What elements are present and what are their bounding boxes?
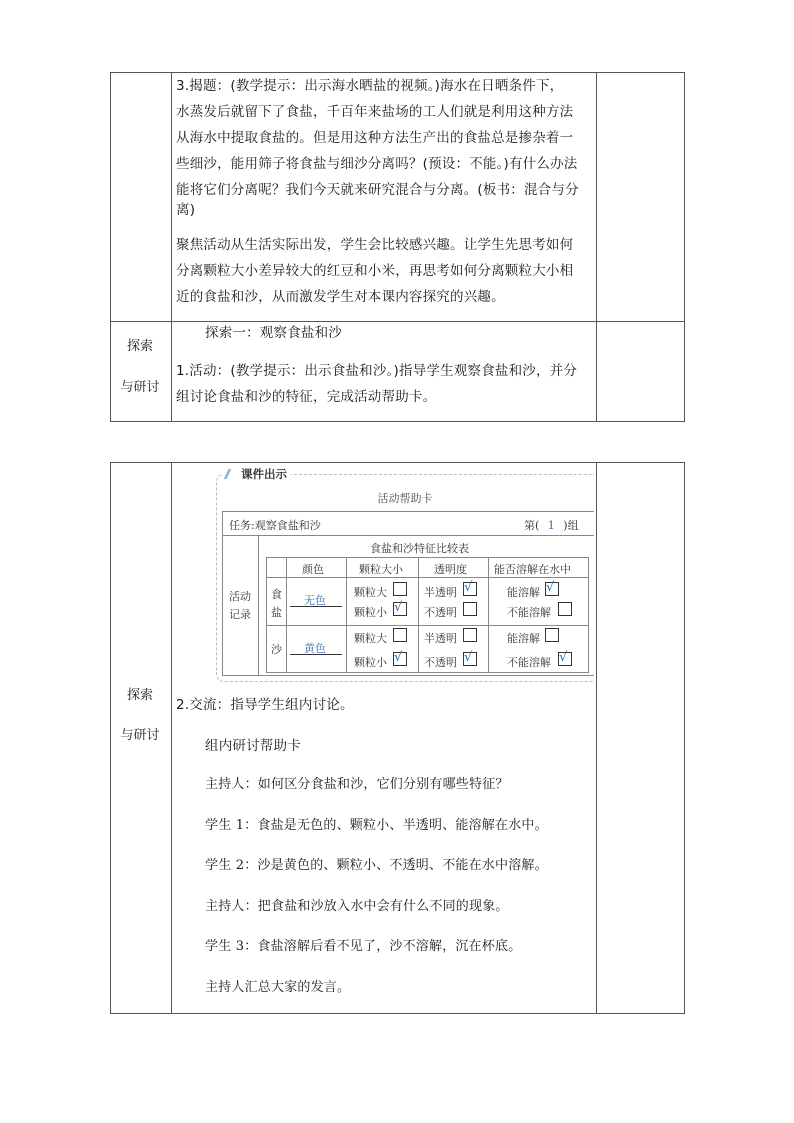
exchange-line: 2.交流：指导学生组内讨论。	[176, 697, 354, 713]
answer-underline	[290, 654, 342, 655]
checkbox-salt-small	[393, 602, 407, 616]
check-icon: √	[394, 650, 403, 665]
focus-paragraph-line: 聚焦活动从生活实际出发，学生会比较感兴趣。让学生先思考如何	[176, 237, 574, 253]
grid-line	[488, 557, 489, 673]
card-title: 活动帮助卡	[377, 492, 433, 505]
tag-slash-icon	[224, 469, 242, 479]
checkbox-sand-can	[545, 628, 559, 642]
intro-paragraph-line: 离)	[176, 202, 196, 218]
column-divider	[596, 463, 597, 1013]
answer-underline	[290, 606, 342, 607]
checkbox-salt-semi	[463, 582, 477, 596]
row-label-discuss: 与研讨	[120, 380, 160, 395]
check-icon: √	[464, 580, 473, 595]
checkbox-sand-semi	[463, 628, 477, 642]
compare-table-title: 食盐和沙特征比较表	[370, 542, 469, 555]
side-label: 记录	[229, 608, 251, 621]
checkbox-salt-can	[545, 582, 559, 596]
intro-paragraph-line: 能将它们分离呢？我们今天就来研究混合与分离。(板书：混合与分	[176, 182, 579, 198]
discussion-line: 主持人汇总大家的发言。	[205, 980, 351, 995]
col-header-transparency: 透明度	[434, 563, 467, 576]
activity-line: 1.活动：(教学提示：出示食盐和沙。)指导学生观察食盐和沙，并分	[176, 363, 578, 379]
col-header-color: 颜色	[302, 563, 324, 576]
grid-line	[418, 557, 419, 673]
row-divider	[111, 321, 684, 322]
activity-line: 组讨论食盐和沙的特征，完成活动帮助卡。	[176, 389, 437, 405]
column-divider	[171, 73, 172, 421]
salt-size-big: 颗粒大	[354, 586, 387, 599]
salt-dissolve-can: 能溶解	[507, 586, 540, 599]
grid-line	[266, 625, 589, 626]
checkbox-salt-opaque	[463, 602, 477, 616]
group-number: 第( 1 )组	[524, 519, 579, 532]
focus-paragraph-line: 分离颗粒大小差异较大的红豆和小米，再思考如何分离颗粒大小相	[176, 263, 574, 279]
discussion-line: 主持人：把食盐和沙放入水中会有什么不同的现象。	[205, 899, 509, 914]
discussion-card-title: 组内研讨帮助卡	[205, 738, 301, 754]
column-divider	[171, 463, 172, 1013]
side-label: 活动	[229, 590, 251, 603]
salt-trans-opaque: 不透明	[424, 606, 457, 619]
sand-size-small: 颗粒小	[354, 656, 387, 669]
intro-paragraph-line: 从海水中提取食盐的。但是用这种方法生产出的食盐总是掺杂着一	[176, 130, 574, 146]
salt-size-small: 颗粒小	[354, 606, 387, 619]
sand-trans-opaque: 不透明	[424, 656, 457, 669]
col-header-dissolve: 能否溶解在水中	[494, 563, 571, 576]
sand-trans-semi: 半透明	[424, 632, 457, 645]
checkbox-sand-big	[393, 628, 407, 642]
check-icon: √	[559, 650, 568, 665]
col-header-size: 颗粒大小	[359, 563, 403, 576]
grid-line	[286, 557, 287, 673]
checkbox-sand-opaque	[463, 652, 477, 666]
checkbox-sand-cannot	[558, 652, 572, 666]
explore-section-title: 探索一：观察食盐和沙	[205, 325, 342, 341]
checkbox-salt-big	[393, 582, 407, 596]
check-icon: √	[546, 580, 555, 595]
sand-dissolve-cannot: 不能溶解	[507, 656, 551, 669]
sand-dissolve-can: 能溶解	[507, 632, 540, 645]
column-divider	[596, 73, 597, 421]
row-label-discuss: 与研讨	[120, 728, 160, 743]
sand-color-value: 黄色	[304, 642, 326, 655]
grid-line	[258, 536, 259, 676]
intro-paragraph-line: 3.揭题：(教学提示：出示海水晒盐的视频。)海水在日晒条件下，	[176, 78, 564, 94]
discussion-line: 主持人：如何区分食盐和沙，它们分别有哪些特征？	[205, 777, 509, 792]
intro-paragraph-line: 些细沙，能用筛子将食盐与细沙分离吗？(预设：不能。)有什么办法	[176, 156, 578, 172]
check-icon: √	[464, 650, 473, 665]
sand-size-big: 颗粒大	[354, 632, 387, 645]
checkbox-sand-small	[393, 652, 407, 666]
discussion-line: 学生 2：沙是黄色的、颗粒小、不透明、不能在水中溶解。	[205, 858, 548, 873]
check-icon: √	[394, 600, 403, 615]
row-label-explore: 探索	[126, 339, 153, 354]
row-label-explore: 探索	[126, 688, 153, 703]
salt-label: 食	[271, 588, 282, 601]
task-text: 任务:观察食盐和沙	[229, 519, 321, 532]
courseware-tag: 课件出示	[222, 466, 291, 482]
discussion-line: 学生 1：食盐是无色的、颗粒小、半透明、能溶解在水中。	[205, 818, 548, 833]
sand-label: 沙	[271, 643, 282, 656]
salt-color-value: 无色	[304, 594, 326, 607]
grid-line	[346, 557, 347, 673]
salt-trans-semi: 半透明	[424, 586, 457, 599]
grid-line	[266, 577, 589, 578]
salt-label: 盐	[271, 606, 282, 619]
salt-dissolve-cannot: 不能溶解	[507, 606, 551, 619]
checkbox-salt-cannot	[558, 602, 572, 616]
focus-paragraph-line: 近的食盐和沙，从而激发学生对本课内容探究的兴趣。	[176, 289, 505, 305]
discussion-line: 学生 3：食盐溶解后看不见了，沙不溶解，沉在杯底。	[205, 939, 522, 954]
intro-paragraph-line: 水蒸发后就留下了食盐，千百年来盐场的工人们就是利用这种方法	[176, 104, 574, 120]
